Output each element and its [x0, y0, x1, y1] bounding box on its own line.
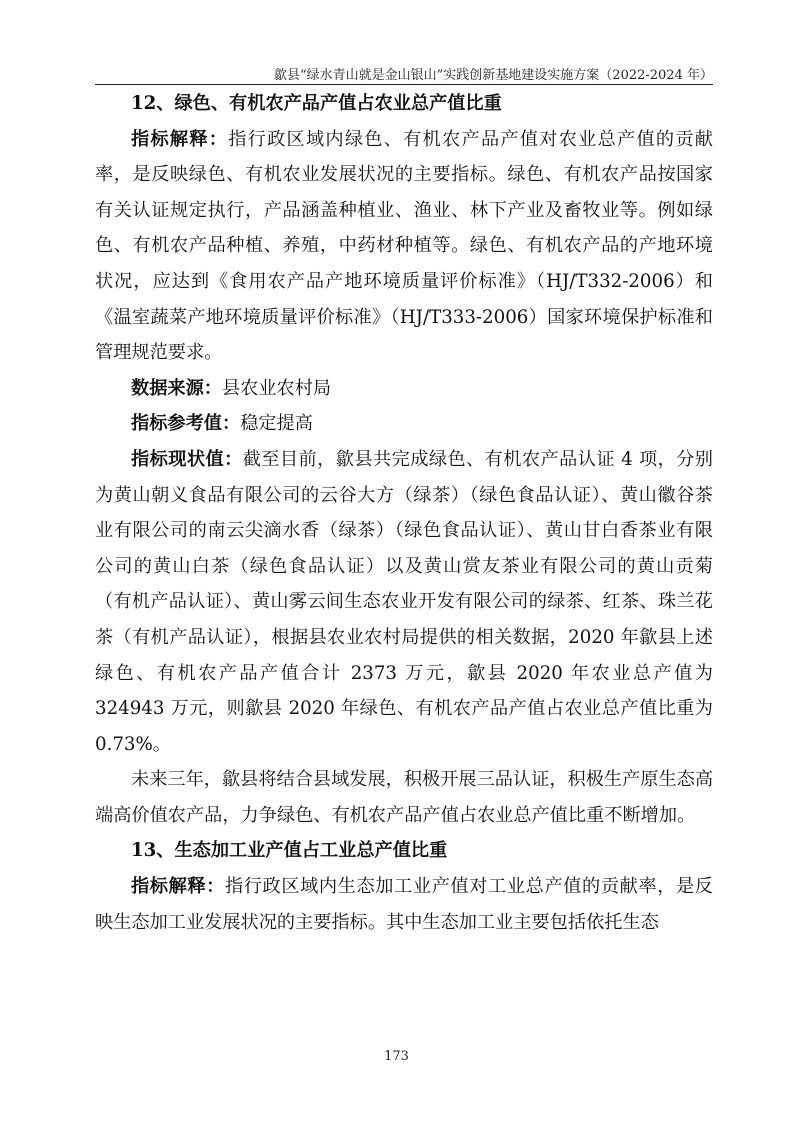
- document-body: [95, 86, 713, 940]
- header-divider: [95, 84, 713, 85]
- section-12-definition: [95, 122, 713, 371]
- page-number: 173: [384, 1049, 409, 1064]
- definition-text: 指行政区域内生态加工业产值对工业总产值的贡献率，是反映生态加工业发展状况的主要指标。其中生态加工业主要包括依托生态: [95, 876, 713, 933]
- section-13-definition: [95, 869, 713, 940]
- definition-label: 指标解释：: [131, 876, 225, 898]
- section-12-heading: 12、绿色、有机农产品产值占农业总产值比重: [131, 93, 502, 114]
- section-12-future-plan: 未来三年，歙县将结合县域发展，积极开展三品认证，积极生产原生态高端高价值农产品，力争绿色、有机农产品产值占农业总产值比重不断增加。: [95, 769, 714, 826]
- definition-text: 指行政区域内绿色、有机农产品产值对农业总产值的贡献率，是反映绿色、有机农业发展状况的主要指标。绿色、有机农产品按国家有关认证规定执行，产品涵盖种植业、渔业、林下产业及畜牧业等。例如绿色、有机农产品种植、养殖，中药材种植等。绿色、有机农产品的产地环境状况，应达到《食用农产品产地环境质量评价标准》（HJ/T332-2006）和《温室蔬菜产地环境质量评价标准》（HJ/T333-2006）国家环境保护标准和管理规范要求。: [95, 128, 713, 364]
- current-status-label: 指标现状值：: [131, 448, 243, 470]
- definition-label: 指标解释：: [131, 128, 229, 150]
- data-source-text: 县农业农村局: [221, 377, 332, 399]
- reference-value-label: 指标参考值：: [131, 413, 241, 435]
- reference-value-text: 稳定提高: [240, 413, 313, 435]
- current-status-text: 截至目前，歙县共完成绿色、有机农产品认证 4 项，分别为黄山朝义食品有限公司的云谷大方（绿茶）（绿色食品认证）、黄山徽谷茶业有限公司的南云尖滴水香（绿茶）（绿色食品认证）、黄山甘白香茶业有限公司的黄山白茶（绿色食品认证）以及黄山赏友茶业有限公司的黄山贡菊（有机产品认证）、黄山雾云间生态农业开发有限公司的绿茶、红茶、珠兰花茶（有机产品认证），根据县农业农村局提供的相关数据，2020 年歙县上述绿色、有机农产品产值合计 2373 万元，歙县 2020 年农业总产值为 324943 万元，则歙县 2020 年绿色、有机农产品产值占农业总产值比重为 0.73%。: [95, 448, 713, 755]
- section-12-data-source: [95, 371, 713, 407]
- section-12-reference-value: [95, 406, 713, 442]
- data-source-label: 数据来源：: [131, 377, 222, 399]
- section-13-heading: 13、生态加工业产值占工业总产值比重: [131, 840, 448, 862]
- section-12-current-status: [95, 442, 713, 762]
- running-header: 歙县“绿水青山就是金山银山”实践创新基地建设实施方案（2022-2024 年）: [274, 68, 713, 83]
